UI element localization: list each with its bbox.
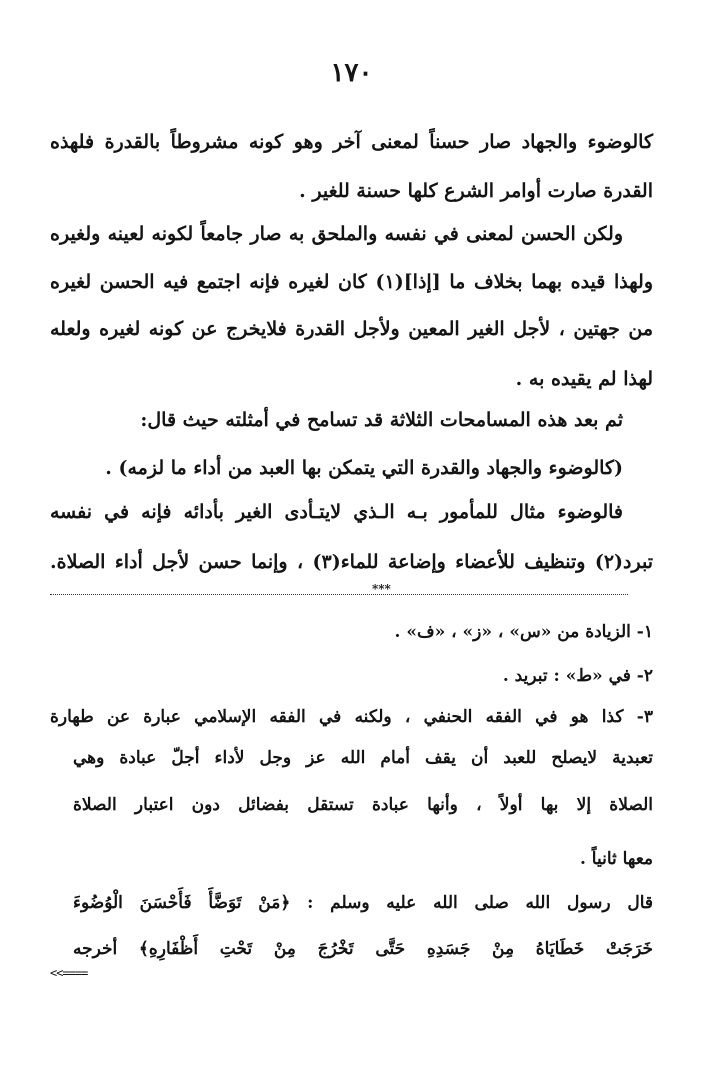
body-line-2: القدرة صارت أوامر الشرع كلها حسنة للغير . (299, 180, 653, 202)
body-line-4: ولهذا قيده بهما بخلاف ما [إذا](١) كان لغيره فإنه اجتمع فيه الحسن لغيره (50, 271, 653, 293)
footnote-2: ٢- في «ط» : تبريد . (502, 666, 653, 686)
page-number: ١٧٠ (330, 58, 373, 88)
body-line-1: كالوضوء والجهاد صار حسناً لمعنى آخر وهو كونه مشروطاً بالقدرة فلهذه (50, 131, 653, 153)
footnote-3-line-5: قال رسول الله صلى الله عليه وسلم : ﴿مَنْ تَوَضَّأَ فَأَحْسَنَ الْوُضُوءَ (73, 893, 653, 913)
body-line-5: من جهتين ، لأجل الغير المعين ولأجل القدرة فلايخرج عن كونه لغيره ولعله (50, 318, 653, 340)
body-line-10: تبرد(٢) وتنظيف للأعضاء وإضاعة للماء(٣) ، وإنما حسن لأجل أداء الصلاة. (50, 551, 653, 573)
body-line-9: فالوضوء مثال للمأمور بـه الـذي لايتـأدى الغير بأدائه فإنه في نفسه (50, 501, 623, 523)
separator-stars: *** (372, 582, 391, 596)
footnote-3-line-1: ٣- كذا هو في الفقه الحنفي ، ولكنه في الفقه الإسلامي عبارة عن طهارة (50, 707, 653, 727)
footnote-separator-line (50, 594, 628, 595)
footnote-1: ١- الزيادة من «س» ، «ز» ، «ف» . (394, 622, 653, 642)
body-line-7: ثم بعد هذه المسامحات الثلاثة قد تسامح في أمثلته حيث قال: (140, 409, 623, 431)
continued-arrow-icon: <<==== (50, 966, 88, 980)
footnote-3-line-2: تعبدية لايصلح للعبد أن يقف أمام الله عز وجل لأداء أجلّ عبادة وهي (73, 748, 653, 768)
body-line-8: (كالوضوء والجهاد والقدرة التي يتمكن بها العبد من أداء ما لزمه) . (105, 457, 623, 479)
body-line-6: لهذا لم يقيده به . (515, 368, 653, 390)
footnote-3-line-3: الصلاة إلا بها أولاً ، وأنها عبادة تستقل بفضائل دون اعتبار الصلاة (73, 795, 653, 815)
footnote-3-line-4: معها ثانياً . (579, 849, 653, 869)
footnote-3-line-6: خَرَجَتْ خَطَايَاهُ مِنْ جَسَدِهِ حَتَّى تَخْرُجَ مِنْ تَحْتِ أَظْفَارِهِ﴾ أخرجه (73, 939, 653, 959)
body-line-3: ولكن الحسن لمعنى في نفسه والملحق به صار جامعاً لكونه لعينه ولغيره (50, 223, 623, 245)
